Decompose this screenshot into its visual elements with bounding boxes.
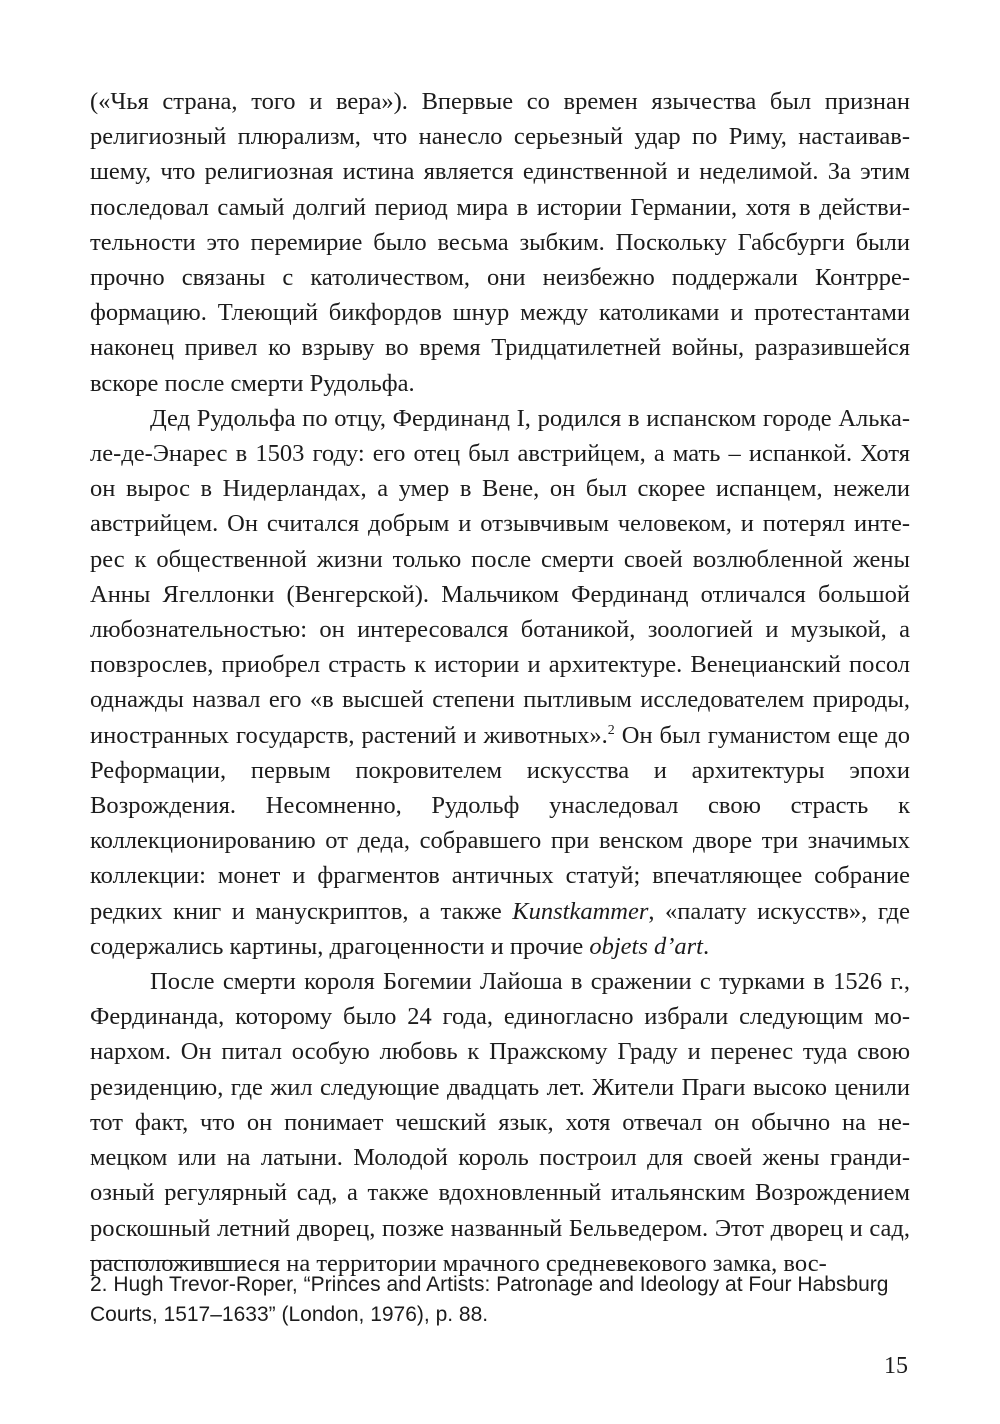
paragraph-2-text-b: Он был гуманистом еще до Реформации, первым покровителем искусства и архитектуры эпохи Возрождения. Несомненно, Рудольф унаследовал свою страсть к коллекционированию от деда, собравшего при венском дворе три значимых коллекции: монет и фрагментов античных статуй; впечатляющее собрание редких книг и манускриптов, а также bbox=[90, 721, 910, 925]
footnote-reference[interactable]: 2 bbox=[607, 722, 615, 738]
italic-term-kunstkammer: Kunstkammer bbox=[512, 897, 649, 925]
paragraph-1 bbox=[90, 84, 910, 401]
paragraph-2 bbox=[90, 401, 910, 964]
footnote-text: 2. Hugh Trevor-Roper, “Princes and Artists: Patronage and Ideology at Four Habsburg Courts, 1517–1633” (London, 1976), p. 88. bbox=[90, 1273, 889, 1326]
main-text bbox=[90, 84, 910, 1281]
paragraph-2-text-d: . bbox=[702, 932, 710, 960]
paragraph-1-text: («Чья страна, того и вера»). Впервые со времен язычества был признан религиозный плюрализм, что нанесло серьезный удар по Риму, настаивавшему, что религиозная истина является единственной и неделимой. За этим последовал самый долгий период мира в истории Германии, хотя в действительности это перемирие было весьма зыбким. Поскольку Габсбурги были прочно связаны с католичеством, они неизбежно поддержали Контрреформацию. Тлеющий бикфордов шнур между католиками и протестантами наконец привел ко взрыву во время Тридцатилетней войны, разразившейся вскоре после смерти Рудольфа. bbox=[90, 88, 910, 397]
italic-term-objets-dart: objets d’art bbox=[589, 932, 703, 960]
paragraph-2-text-c: , «палату искусств», где содержались картины, драгоценности и прочие bbox=[90, 897, 910, 960]
paragraph-2-text-a: Дед Рудольфа по отцу, Фердинанд I, родился в испанском городе Алькале-де-Энарес в 1503 году: его отец был австрийцем, а мать – испанкой. Хотя он вырос в Нидерландах, а умер в Вене, он был скорее испанцем, нежели австрийцем. Он считался добрым и отзывчивым человеком, и потерял интерес к общественной жизни только после смерти своей возлюбленной жены Анны Ягеллонки (Венгерской). Мальчиком Фердинанд отличался большой любознательностью: он интересовался ботаникой, зоологией и музыкой, а повзрослев, приобрел страсть к истории и архитектуре. Венецианский посол однажды назвал его «в высшей степени пытливым исследователем природы, иностранных государств, растений и животных». bbox=[90, 404, 910, 749]
page-number: 15 bbox=[884, 1353, 908, 1379]
paragraph-3 bbox=[90, 964, 910, 1281]
paragraph-3-text: После смерти короля Богемии Лайоша в сражении с турками в 1526 г., Фердинанда, которому было 24 года, единогласно избрали следующим монархом. Он питал особую любовь к Пражскому Граду и перенес туда свою резиденцию, где жил следующие двадцать лет. Жители Праги высоко ценили тот факт, что он понимает чешский язык, хотя отвечал он обычно на немецком или на латыни. Молодой король построил для своей жены грандиозный регулярный сад, а также вдохновленный итальянским Возрождением роскошный летний дворец, позже названный Бельведером. Этот дворец и сад, расположившиеся на территории мрачного средневекового замка, вос- bbox=[90, 968, 910, 1277]
footnote-divider bbox=[90, 1260, 245, 1261]
